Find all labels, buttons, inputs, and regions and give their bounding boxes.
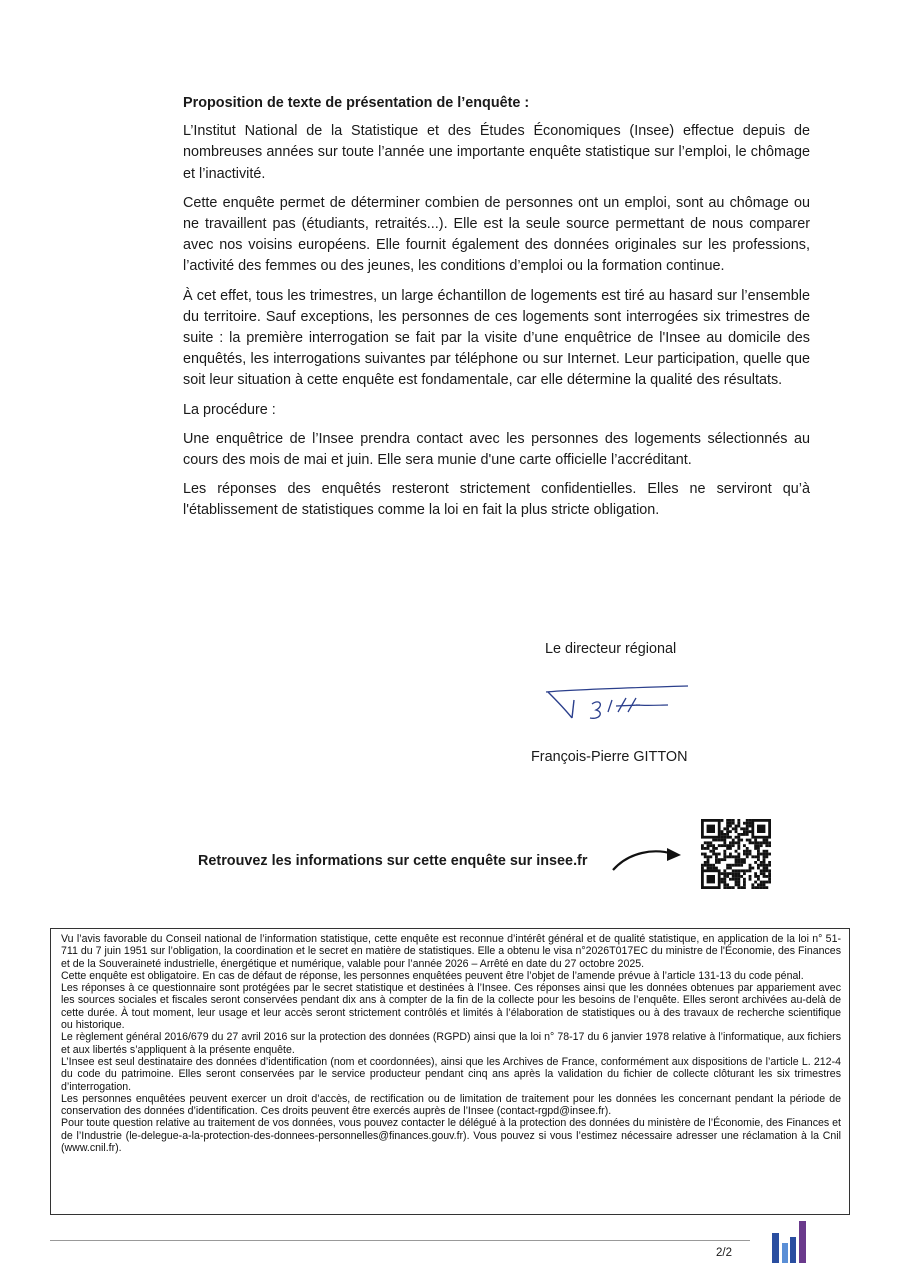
logo-bar-2 bbox=[782, 1243, 788, 1263]
legal-contact: Pour toute question relative au traitement de vos données, vous pouvez contacter le délégué à la protection des données du ministère de l’Économie, des Finances et de l’Industrie (le-delegue-a-la-protection-des-donnees-personnelles@finances.gouv.fr). Vous pouvez si vous l’estimez nécessaire adresser une réclamation à la Cnil (www.cnil.fr). bbox=[61, 1117, 841, 1155]
legal-identification: L’Insee est seul destinataire des données d’identification (nom et coordonnées), ainsi que les Archives de France, conformément aux dispositions de l’article L. 212-4 du code du patrimoine. Elles seront conservées par le service producteur pendant cinq ans après la validation du fichier de collecte clôturant les six trimestres d’interrogation. bbox=[61, 1055, 841, 1093]
page-number: 2/2 bbox=[716, 1247, 732, 1259]
paragraph-sampling: À cet effet, tous les trimestres, un large échantillon de logements est tiré au hasard sur l’ensemble du territoire. Sauf exceptions, les personnes de ces logements sont interrogées six trimestres de suite : la première interrogation se fait par la visite d’une enquêtrice de l'Insee au domicile des enquêtés, les interrogations suivantes par téléphone ou sur Internet. Leur participation, quelle que soit leur situation à cette enquête est fondamentale, car elle détermine la qualité des résultats. bbox=[183, 287, 810, 389]
logo-bar-3 bbox=[790, 1237, 796, 1263]
legal-obligation: Cette enquête est obligatoire. En cas de défaut de réponse, les personnes enquêtées peuvent être l’objet de l’amende prévue à l’article 131-13 du code pénal. bbox=[61, 969, 804, 982]
legal-approval: Vu l’avis favorable du Conseil national de l’information statistique, cette enquête est reconnue d’intérêt général et de qualité statistique, en application de la loi n° 51-711 du 7 juin 1951 sur l’obligation, la coordination et le secret en matière de statistiques. Elle a obtenu le visa n°2026T017EC du ministre de l'Économie, des Finances et de la Souveraineté industrielle, énergétique et numérique, valable pour l’année 2026 – Arrêté en date du 27 octobre 2025. bbox=[61, 933, 841, 970]
document-body bbox=[183, 93, 810, 530]
document-heading: Proposition de texte de présentation de l’enquête : bbox=[183, 95, 530, 111]
paragraph-procedure-title: La procédure : bbox=[183, 401, 276, 418]
logo-bar-4 bbox=[799, 1221, 806, 1263]
qr-code[interactable] bbox=[701, 819, 771, 889]
legal-rights: Les personnes enquêtées peuvent exercer un droit d’accès, de rectification ou de limitation de traitement pour les données les concernant pendant la période de conservation des données d’identification. Ces droits peuvent être exercés auprès de l’Insee (contact-rgpd@insee.fr). bbox=[61, 1092, 841, 1118]
paragraph-procedure: Une enquêtrice de l’Insee prendra contact avec les personnes des logements sélectionnés au cours des mois de mai et juin. Elle sera munie d'une carte officielle l’accréditant. bbox=[183, 430, 810, 469]
footer-divider bbox=[50, 1240, 750, 1241]
legal-secrecy: Les réponses à ce questionnaire sont protégées par le secret statistique et destinées à l’Insee. Ces réponses ainsi que les données obtenues par appariement avec les sources sociales et fiscales seront conservées pendant dix ans à compter de la fin de la collecte pour les besoins de l’enquête. Elles seront archivées au-delà de cette durée. À tout moment, leur usage et leur accès seront strictement contrôlés et limités à l’élaboration de statistiques ou à des travaux de recherche scientifique ou historique. bbox=[61, 982, 841, 1032]
insee-logo-icon bbox=[770, 1219, 810, 1263]
paragraph-confidentiality: Les réponses des enquêtés resteront strictement confidentielles. Elles ne serviront qu’à l'établissement de statistiques comme la loi en fait la plus stricte obligation. bbox=[183, 481, 810, 519]
legal-rgpd: Le règlement général 2016/679 du 27 avril 2016 sur la protection des données (RGPD) ainsi que la loi n° 78-17 du 6 janvier 1978 relative à l’informatique, aux fichiers et aux libertés s’appliquent à la présente enquête. bbox=[61, 1031, 841, 1056]
paragraph-purpose: Cette enquête permet de déterminer combien de personnes ont un emploi, sont au chômage ou ne travaillent pas (étudiants, retraités...). Elle est la seule source permettant de nous comparer avec nos voisins européens. Elle fournit également des données originales sur les professions, l’activité des femmes ou des jeunes, les conditions d’emploi ou la formation continue. bbox=[183, 194, 810, 275]
legal-notice-box bbox=[50, 928, 850, 1215]
signer-role: Le directeur régional bbox=[545, 641, 677, 657]
paragraph-intro: L’Institut National de la Statistique et des Études Économiques (Insee) effectue depuis de nombreuses années sur toute l’année une importante enquête statistique sur l’emploi, le chômage et l’inactivité. bbox=[183, 123, 810, 182]
handwritten-signature bbox=[540, 678, 692, 726]
logo-bar-1 bbox=[772, 1233, 779, 1263]
signer-name: François-Pierre GITTON bbox=[531, 749, 688, 765]
info-link-text: Retrouvez les informations sur cette enquête sur insee.fr bbox=[198, 853, 588, 869]
arrow-right-icon bbox=[609, 842, 685, 874]
